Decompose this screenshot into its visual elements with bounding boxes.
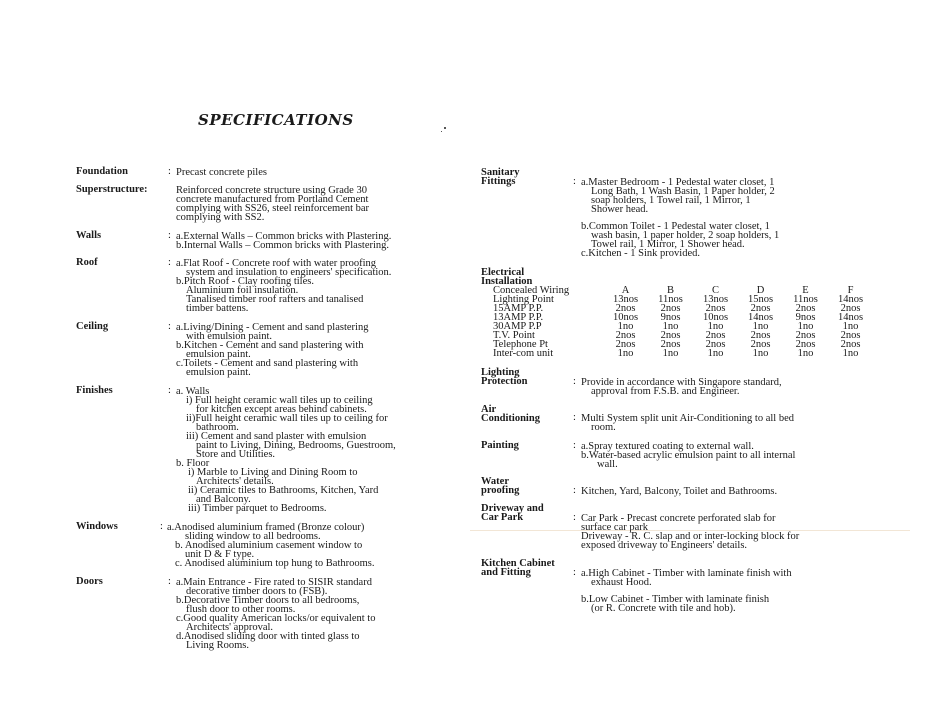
table-cell: 11nos: [793, 294, 818, 305]
text-line: a.Anodised aluminium framed (Bronze colour): [167, 522, 365, 533]
label-line: Lighting: [481, 367, 520, 378]
text-line: soap holders, 1 Towel rail, 1 Mirror, 1: [591, 195, 751, 206]
table-cell: 2nos: [840, 330, 861, 341]
aircon-text: [581, 414, 794, 432]
table-header: Concealed Wiring: [493, 285, 570, 296]
table-header: A: [621, 285, 630, 296]
text-line: complying with SS2.: [176, 212, 265, 223]
section-label: Windows: [76, 521, 118, 532]
table-cell: 1no: [662, 348, 679, 359]
label-line: and Fitting: [481, 567, 531, 578]
colon: :: [168, 385, 171, 396]
table-cell: 13nos: [612, 294, 639, 305]
table-cell: 9nos: [795, 312, 816, 323]
text-line: system and insulation to engineers' specification.: [186, 267, 392, 278]
text-line: a.Main Entrance - Fire rated to SISIR standard: [176, 577, 372, 588]
table-cell: 2nos: [750, 303, 771, 314]
colon: :: [573, 440, 576, 451]
table-row: [493, 304, 873, 313]
table-header: C: [711, 285, 719, 296]
table-cell: 11nos: [658, 294, 683, 305]
superstructure-text: [176, 186, 369, 222]
table-cell: 2nos: [840, 303, 861, 314]
colon: :: [573, 512, 576, 523]
text-line: Store and Utilities.: [196, 449, 276, 460]
section-label: Doors: [76, 576, 103, 587]
kitchen-text: [581, 569, 792, 613]
roof-text: [176, 259, 391, 313]
text-line: i) Full height ceramic wall tiles up to ceiling: [186, 395, 373, 406]
text-line: for kitchen except areas behind cabinets.: [196, 404, 367, 415]
section-label: Ceiling: [76, 321, 109, 332]
section-label: [481, 168, 520, 186]
label-line: Water: [481, 476, 509, 487]
label-line: Car Park: [481, 512, 524, 523]
table-cell: 15nos: [747, 294, 774, 305]
text-line: exposed driveway to Engineers' details.: [581, 540, 748, 551]
lighting-text: [581, 378, 782, 396]
table-row: [493, 331, 873, 340]
text-line: b.Common Toilet - 1 Pedestal water closet, 1: [581, 221, 770, 232]
text-line: d.Anodised sliding door with tinted glass to: [176, 631, 360, 642]
table-cell: 2nos: [660, 303, 681, 314]
table-cell: 2nos: [750, 339, 771, 350]
text-line: paint to Living, Dining, Bedrooms, Guestroom,: [196, 440, 396, 451]
text-line: sliding window to all bedrooms.: [185, 531, 321, 542]
text-line: i) Marble to Living and Dining Room to: [188, 467, 358, 478]
waterproofing-text: [581, 487, 777, 496]
text-line: Provide in accordance with Singapore standard,: [581, 377, 782, 388]
table-cell: 1no: [842, 321, 859, 332]
text-line: ii)Full height ceramic wall tiles up to ceiling for: [186, 413, 388, 424]
finishes-text: [176, 387, 396, 513]
label-line: Installation: [481, 276, 533, 287]
page-title: SPECIFICATIONS: [198, 111, 354, 129]
colon: :: [160, 521, 163, 532]
label-line: Kitchen Cabinet: [481, 558, 555, 569]
table-cell: 2nos: [615, 330, 636, 341]
text-line: b.Internal Walls – Common bricks with Plastering.: [176, 240, 390, 251]
text-line: emulsion paint.: [186, 367, 251, 378]
text-line: wash basin, 1 paper holder, 2 soap holders, 1: [591, 230, 780, 241]
table-cell: 2nos: [660, 339, 681, 350]
driveway-text: [581, 514, 799, 550]
label-line: Fittings: [481, 176, 516, 187]
text-line: a.Flat Roof - Concrete roof with water proofing: [176, 258, 377, 269]
text-line: c.Good quality American locks/or equivalent to: [176, 613, 376, 624]
label-line: Driveway and: [481, 503, 544, 514]
text-line: b. Anodised aluminium casement window to: [175, 540, 363, 551]
section-label: Finishes: [76, 385, 113, 396]
text-line: bathroom.: [196, 422, 239, 433]
table-cell: 15AMP P.P.: [493, 303, 544, 314]
text-line: a.High Cabinet - Timber with laminate finish with: [581, 568, 792, 579]
table-cell: Telephone Pt: [493, 339, 548, 350]
text-line: iii) Timber parquet to Bedrooms.: [188, 503, 327, 514]
table-cell: 1no: [707, 321, 724, 332]
label-line: proofing: [481, 485, 520, 496]
text-line: Architects' details.: [196, 476, 274, 487]
section-label: Superstructure:: [76, 184, 148, 195]
text-line: Living Rooms.: [186, 640, 250, 651]
text-line: Kitchen, Yard, Balcony, Toilet and Bathrooms.: [581, 486, 778, 497]
text-line: a.Master Bedroom - 1 Pedestal water closet, 1: [581, 177, 775, 188]
text-line: emulsion paint.: [186, 349, 251, 360]
text-line: Tanalised timber roof rafters and tanalised: [186, 294, 364, 305]
electrical-points-table: [493, 286, 873, 358]
table-cell: 1no: [752, 348, 769, 359]
text-line: c. Anodised aluminium top hung to Bathrooms.: [175, 558, 375, 569]
text-line: b.Water-based acrylic emulsion paint to all internal: [581, 450, 796, 461]
text-line: b.Decorative Timber doors to all bedrooms,: [176, 595, 360, 606]
text-line: concrete manufactured from Portland Cement: [176, 194, 369, 205]
text-line: a. Walls: [176, 386, 210, 397]
text-line: b.Kitchen - Cement and sand plastering with: [176, 340, 364, 351]
text-line: b. Floor: [176, 458, 210, 469]
text-line: unit D & F type.: [185, 549, 255, 560]
table-cell: 1no: [617, 321, 634, 332]
table-cell: 13AMP P.P.: [493, 312, 544, 323]
table-cell: 2nos: [795, 330, 816, 341]
section-label: Foundation: [76, 166, 128, 177]
speck: [441, 131, 442, 132]
table-cell: 2nos: [705, 330, 726, 341]
section-label: Painting: [481, 440, 519, 451]
painting-text: [581, 442, 795, 469]
table-cell: 2nos: [660, 330, 681, 341]
section-label: [481, 268, 532, 286]
table-cell: 1no: [842, 348, 859, 359]
table-cell: 2nos: [795, 303, 816, 314]
table-header: E: [802, 285, 809, 296]
table-cell: 1no: [707, 348, 724, 359]
label-line: Protection: [481, 376, 528, 387]
label-line: Air: [481, 404, 497, 415]
label-line: Sanitary: [481, 167, 520, 178]
text-line: approval from F.S.B. and Engineer.: [591, 386, 740, 397]
table-cell: 2nos: [750, 330, 771, 341]
table-header: F: [847, 285, 854, 296]
table-cell: 2nos: [705, 339, 726, 350]
text-line: c.Kitchen - 1 Sink provided.: [581, 248, 700, 259]
text-line: room.: [591, 422, 616, 433]
text-line: wall.: [597, 459, 618, 470]
table-row: [493, 322, 873, 331]
table-row: [493, 295, 873, 304]
text-line: a.Spray textured coating to external wall.: [581, 441, 754, 452]
colon: :: [573, 376, 576, 387]
text-line: ii) Ceramic tiles to Bathrooms, Kitchen, Yard: [188, 485, 379, 496]
foundation-text: [176, 168, 267, 177]
section-label: Walls: [76, 230, 102, 241]
section-label: [481, 504, 544, 522]
text-line: Driveway - R. C. slap and or inter-locking block for: [581, 531, 800, 542]
text-line: decorative timber doors to (FSB).: [186, 586, 328, 597]
table-cell: 2nos: [615, 339, 636, 350]
text-line: Multi System split unit Air-Conditioning to all bed: [581, 413, 795, 424]
table-cell: 13nos: [702, 294, 729, 305]
label-line: Conditioning: [481, 413, 540, 424]
text-line: b.Low Cabinet - Timber with laminate finish: [581, 594, 770, 605]
text-line: complying with SS26, steel reinforcement bar: [176, 203, 370, 214]
text-line: Precast concrete piles: [176, 167, 267, 178]
section-label: [481, 405, 540, 423]
table-cell: 2nos: [795, 339, 816, 350]
colon: :: [168, 230, 171, 241]
text-line: exhaust Hood.: [591, 577, 652, 588]
table-cell: Lighting Point: [493, 294, 554, 305]
table-cell: 10nos: [702, 312, 729, 323]
table-cell: 1no: [752, 321, 769, 332]
table-header: D: [756, 285, 765, 296]
speck: [444, 127, 446, 129]
colon: :: [168, 166, 171, 177]
table-cell: 10nos: [612, 312, 639, 323]
table-cell: T.V. Point: [493, 330, 535, 341]
table-header: B: [666, 285, 674, 296]
table-cell: 1no: [617, 348, 634, 359]
electrical-table: [493, 286, 873, 358]
colon: :: [573, 567, 576, 578]
text-line: Shower head.: [591, 204, 649, 215]
ceiling-text: [176, 323, 368, 377]
colon: :: [573, 485, 576, 496]
sanitary-text: [581, 178, 779, 258]
colon: :: [168, 576, 171, 587]
label-line: Electrical: [481, 267, 525, 278]
table-cell: 2nos: [705, 303, 726, 314]
table-row: [493, 313, 873, 322]
text-line: surface car park: [581, 522, 649, 533]
text-line: Reinforced concrete structure using Grade 30: [176, 185, 367, 196]
walls-text: [176, 232, 391, 250]
table-cell: 14nos: [747, 312, 774, 323]
table-cell: 1no: [797, 348, 814, 359]
colon: :: [573, 176, 576, 187]
table-cell: 14nos: [837, 294, 864, 305]
text-line: iii) Cement and sand plaster with emulsion: [186, 431, 367, 442]
windows-text: [167, 523, 375, 568]
doors-text: [176, 578, 375, 650]
text-line: flush door to other rooms.: [186, 604, 296, 615]
text-line: a.External Walls – Common bricks with Plastering.: [176, 231, 392, 242]
section-label: [481, 477, 519, 495]
text-line: Long Bath, 1 Wash Basin, 1 Paper holder, 2: [591, 186, 775, 197]
section-label: [481, 559, 555, 577]
text-line: with emulsion paint.: [186, 331, 273, 342]
table-cell: 9nos: [660, 312, 681, 323]
table-cell: 1no: [797, 321, 814, 332]
table-row: [493, 349, 873, 358]
table-cell: 14nos: [837, 312, 864, 323]
text-line: c.Toilets - Cement and sand plastering with: [176, 358, 359, 369]
table-cell: 30AMP P.P: [493, 321, 542, 332]
text-line: Car Park - Precast concrete perforated slab for: [581, 513, 776, 524]
table-cell: 2nos: [615, 303, 636, 314]
table-cell: 2nos: [840, 339, 861, 350]
text-line: (or R. Concrete with tile and hob).: [591, 603, 736, 614]
text-line: timber battens.: [186, 303, 249, 314]
text-line: Towel rail, 1 Mirror, 1 Shower head.: [591, 239, 745, 250]
text-line: b.Pitch Roof - Clay roofing tiles.: [176, 276, 314, 287]
text-line: Architects' approval.: [186, 622, 274, 633]
table-cell: 1no: [662, 321, 679, 332]
text-line: and Balcony.: [196, 494, 251, 505]
text-line: a.Living/Dining - Cement and sand plastering: [176, 322, 369, 333]
text-line: Aluminium foil insulation.: [186, 285, 299, 296]
section-label: Roof: [76, 257, 98, 268]
colon: :: [168, 321, 171, 332]
table-cell: Inter-com unit: [493, 348, 554, 359]
colon: :: [168, 257, 171, 268]
colon: :: [573, 412, 576, 423]
section-label: [481, 368, 527, 386]
